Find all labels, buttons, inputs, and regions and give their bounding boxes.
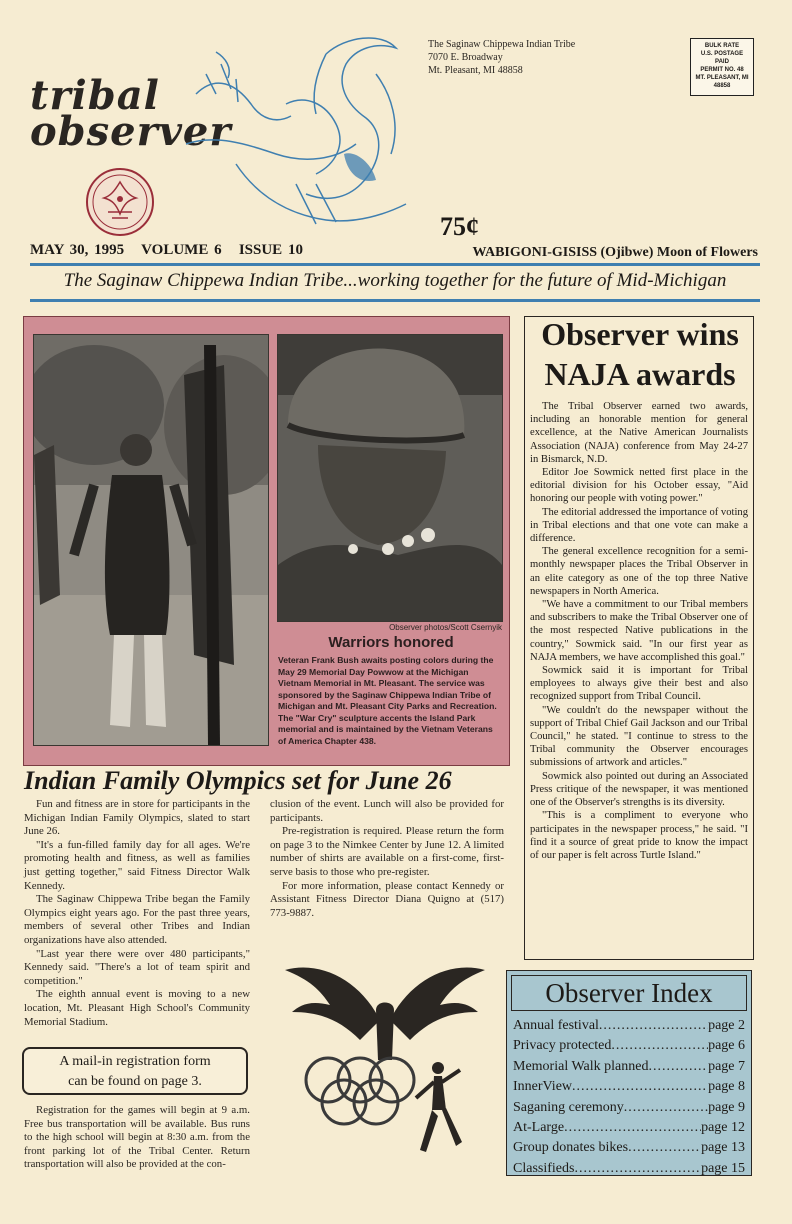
index-leader xyxy=(599,1016,708,1036)
address-line: Mt. Pleasant, MI 48858 xyxy=(428,65,523,76)
postage-line: MT. PLEASANT, MI xyxy=(695,75,749,81)
index-item-page: page 6 xyxy=(708,1038,745,1054)
mail-in-form-notice xyxy=(22,1047,248,1095)
index-item-page: page 2 xyxy=(708,1018,745,1033)
dancer-photo xyxy=(33,334,269,746)
index-leader xyxy=(628,1138,701,1158)
naja-paragraph: "We have a commitment to our Tribal members and subscribers to make the Tribal Observer one of the most respected Native publications in the country," Sowmick said. "In our first year as NAJA members, we have accomplished this goal." xyxy=(530,599,748,663)
index-item-page: page 9 xyxy=(708,1099,745,1115)
index-item xyxy=(513,1016,745,1036)
index-leader xyxy=(624,1098,708,1118)
masthead-title-line1: tribal xyxy=(30,72,160,119)
index-leader xyxy=(611,1036,708,1056)
olympics-paragraph: For more information, please contact Kennedy or Assistant Fitness Director Diana Quigno at (517) 773-9887. xyxy=(270,879,504,919)
naja-paragraph: The editorial addressed the importance of voting in Tribal elections and that one vote can make a difference. xyxy=(530,506,748,545)
naja-paragraph: "We couldn't do the newspaper without the support of Tribal Chief Gail Jackson and our Tribal Council," he stated. "I continue to stress to the Tribal community the Observer encourages submissions of artwork and articles." xyxy=(530,704,748,769)
tagline: The Saginaw Chippewa Indian Tribe...working together for the future of Mid-Michigan xyxy=(63,270,727,291)
index-leader xyxy=(572,1077,708,1097)
masthead-heron-art-icon xyxy=(176,34,426,230)
index-item-label: Privacy protected xyxy=(513,1038,612,1054)
naja-paragraph: Sowmick also pointed out during an Associated Press critique of the newspaper, it was mentioned one of the Observer's strengths is its diversity. xyxy=(530,770,748,809)
bottom-rule xyxy=(30,299,760,302)
olympics-column-1 xyxy=(24,798,250,1029)
issue-number: ISSUE 10 xyxy=(238,242,303,258)
naja-headline xyxy=(528,314,752,394)
masthead-title-line2: observer xyxy=(30,108,232,155)
top-rule xyxy=(30,263,760,266)
issue-price: 75¢ xyxy=(440,212,479,241)
olympics-paragraph: Fun and fitness are in store for participants in the Michigan Indian Family Olympics, slated to start June 26. xyxy=(24,798,250,838)
address-line: The Saginaw Chippewa Indian Tribe xyxy=(428,39,576,50)
postage-line: PERMIT NO. 48 xyxy=(700,67,744,73)
index-item xyxy=(513,1057,745,1077)
photo-credit: Observer photos/Scott Csernyik xyxy=(389,623,502,632)
issue-volume: VOLUME 6 xyxy=(141,242,222,258)
olympics-paragraph: Registration for the games will begin at 9 a.m. Free bus transportation will be available. Bus runs to the high school will begin at 8:30 a.m. from the front parking lot of the Tribal Center. Return transportation will also be provided at the con- xyxy=(24,1104,250,1171)
issue-info xyxy=(30,242,303,259)
postage-line: PAID xyxy=(715,59,729,65)
index-item-label: At-Large xyxy=(513,1120,565,1136)
photo-caption: Veteran Frank Bush awaits posting colors during the May 29 Memorial Day Powwow at the Michigan Vietnam Memorial in Mt. Pleasant. The service was sponsored by the Saginaw Chippewa Indian Tribe of Michigan and Mt. Pleasant City Parks and Recreation. The "War Cry" sculpture accents the Island Park memorial and is maintained by the Vietnam Veterans of America Chapter 438. xyxy=(278,655,497,746)
index-item-label: Group donates bikes xyxy=(513,1140,629,1156)
index-item xyxy=(513,1077,745,1097)
tribal-seal-icon xyxy=(84,166,156,238)
address-line: 7070 E. Broadway xyxy=(428,52,503,63)
index-item xyxy=(513,1159,745,1179)
olympics-column-2 xyxy=(270,798,504,920)
mail-in-line2: can be found on page 3. xyxy=(68,1074,202,1089)
naja-paragraph: The general excellence recognition for a semi-monthly newspaper places the Tribal Observer in an elite category as one of the top three Native newspapers in North America. xyxy=(530,546,748,597)
naja-headline-line1: Observer wins xyxy=(541,316,739,352)
postage-line: 48858 xyxy=(713,83,731,89)
index-item xyxy=(513,1036,745,1056)
war-cry-sculpture-photo xyxy=(277,334,503,622)
index-item-page: page 15 xyxy=(701,1160,745,1176)
index-title: Observer Index xyxy=(511,975,747,1011)
naja-article-body xyxy=(530,400,748,862)
olympics-headline: Indian Family Olympics set for June 26 xyxy=(24,766,452,795)
index-item-label: Annual festival xyxy=(513,1018,599,1033)
naja-paragraph: "This is a compliment to everyone who participates in the newspaper process," he said. "I find it a source of great pride to know the impact of our paper is felt across Turtle Island." xyxy=(530,810,748,861)
index-leader xyxy=(564,1118,701,1138)
moon-name: WABIGONI-GISISS (Ojibwe) Moon of Flowers xyxy=(472,245,758,260)
olympics-paragraph: "It's a fun-filled family day for all ages. We're promoting health and fitness, as well as families just getting together," said Fitness Director Walk Kennedy. xyxy=(24,838,250,892)
index-item-label: Memorial Walk planned xyxy=(513,1058,649,1074)
naja-paragraph: Sowmick said it is important for Tribal employees to always give their best and also recognized support from Tribal Council. xyxy=(530,665,748,703)
issue-date: MAY 30, 1995 xyxy=(30,242,125,258)
olympics-paragraph: The Saginaw Chippewa Tribe began the Family Olympics eight years ago. For the past three years, members of several other Tribes and Indian organizations have also attended. xyxy=(24,893,250,946)
index-leader xyxy=(574,1159,701,1179)
olympics-paragraph: "Last year there were over 480 participants," Kennedy said. "There's a lot of team spirit and competition." xyxy=(24,947,250,987)
olympics-paragraph: clusion of the event. Lunch will also be provided for participants. xyxy=(270,798,504,824)
index-leader xyxy=(648,1057,708,1077)
naja-paragraph: The Tribal Observer earned two awards, including an honorable mention for general excellence, at the Native American Journalists Association (NAJA) conference from May 24-27 in Bismarck, N.D. xyxy=(530,401,748,465)
sculpture-photo-image xyxy=(278,335,502,621)
postage-line: U.S. POSTAGE xyxy=(700,51,744,57)
index-item xyxy=(513,1118,745,1138)
olympics-paragraph: Pre-registration is required. Please return the form on page 3 to the Nimkee Center by June 12. A limited number of shirts are available on a first-come, first-serve basis to those who pre-register. xyxy=(270,825,504,878)
postage-indicia xyxy=(690,38,754,96)
index-item-page: page 13 xyxy=(701,1140,745,1156)
dancer-photo-image xyxy=(34,335,268,745)
index-item-label: Saganing ceremony xyxy=(513,1099,624,1115)
index-item xyxy=(513,1138,745,1158)
photo-caption-headline: Warriors honored xyxy=(328,634,454,651)
index-item-page: page 7 xyxy=(708,1058,745,1074)
index-item xyxy=(513,1098,745,1118)
naja-paragraph: Editor Joe Sowmick netted first place in the editorial division for his October essay, "Aid honoring our people with voting power." xyxy=(530,467,748,505)
eagle-olympic-rings-icon xyxy=(280,950,490,1180)
postage-line: BULK RATE xyxy=(704,43,740,49)
index-item-page: page 8 xyxy=(708,1079,745,1095)
index-item-page: page 12 xyxy=(701,1120,745,1136)
olympics-paragraph: The eighth annual event is moving to a new location, Mt. Pleasant High School's Community Memorial Stadium. xyxy=(24,988,250,1028)
olympics-column-1-bottom xyxy=(24,1104,250,1172)
tribe-address xyxy=(428,38,648,77)
index-item-label: InnerView xyxy=(513,1079,573,1095)
index-item-label: Classifieds xyxy=(513,1160,575,1176)
mail-in-line1: A mail-in registration form xyxy=(59,1054,211,1069)
dateline xyxy=(30,240,760,262)
index-list xyxy=(513,1016,745,1179)
naja-headline-line2: NAJA awards xyxy=(544,356,736,392)
